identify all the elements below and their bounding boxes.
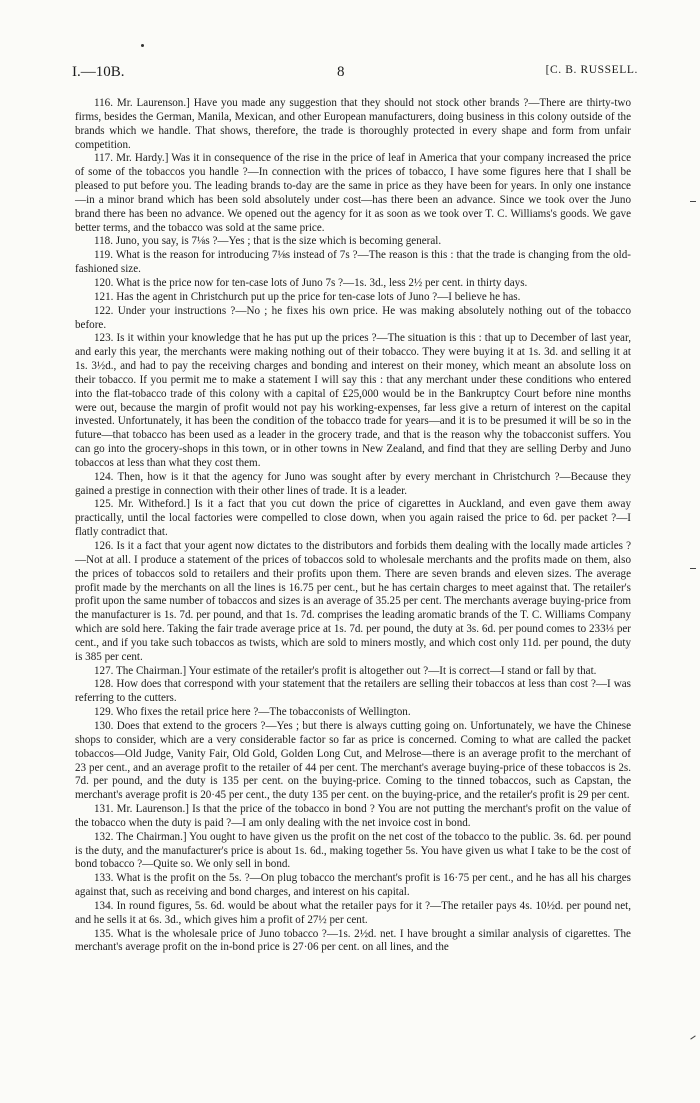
document-body — [75, 97, 631, 955]
paragraph: 126. Is it a fact that your agent now dictates to the distributors and forbids them dealing with the locally made articles ?—Not at all. I produce a statement of the prices of tobaccos sold to wholesale merchants and the profits made on them, also the prices of tobaccos sold to retailers and their profits upon them. There are seven brands and eleven sizes. The average profit made by the merchants on all the lines is 16.75 per cent., but he has certain charges to meet against that. The retailer's profit upon the same number of tobaccos and sizes is an average of 35.25 per cent. The merchants average buying-price from the manufacturer is 1s. 7d. per pound, and that 1s. 7d. comprises the leading aromatic brands of the T. C. Williams Company which are sold here. Taking the fair trade average price at 1s. 7d. per pound, the duty at 3s. 6d. per pound comes to 233⅓ per cent., and if you take such tobaccos as twists, which are sold to miners mostly, and which cost only 11d. per pound, the duty is 385 per cent. — [75, 540, 631, 663]
ink-speck — [141, 44, 144, 47]
paragraph: 117. Mr. Hardy.] Was it in consequence of the rise in the price of leaf in America that your company increased the price of some of the tobaccos you handle ?—In connection with the prices of tobacco, I have some figures here that I shall be pleased to put before you. The leading brands to-day are the same in price as they have been for years. In only one instance—in a minor brand which has been sold absolutely under cost—has there been an advance. Since we took over the Juno brand there has been no advance. We opened out the agency for it as soon as we took over T. C. Williams's goods. We gave better terms, and the tobacco was sold at the same price. — [75, 152, 631, 234]
margin-mark — [690, 1035, 695, 1039]
paragraph: 123. Is it within your knowledge that he has put up the prices ?—The situation is this : that up to December of last year, and early this year, the merchants were making nothing out of their tobacco. They were buying it at 1s. 3d. and selling it at 1s. 3½d., and had to pay the receiving charges and bonding and interest on their money, which meant an absolute loss on their tobacco. If you permit me to make a statement I will say this : that any merchant under these conditions who entered into the flat-tobacco trade of this colony with a capital of £25,000 would be in the Bankruptcy Court before nine months were out, because the margin of profit would not pay his working-expenses, far less give a return of interest on the capital invested. Unfortunately, it has been the condition of the tobacco trade for years—and it is to be presumed it will be so in the future—that tobacco has been used as a leader in the grocery trade, and that is the reason why the tobacconist suffers. You can go into the grocery-shops in this town, or in other towns in New Zealand, and find that they are selling Derby and Juno tobaccos at less than what they cost them. — [75, 332, 631, 469]
paragraph: 116. Mr. Laurenson.] Have you made any suggestion that they should not stock other brands ?—There are thirty-two firms, besides the German, Manila, Mexican, and other European manufacturers, doing business in this colony outside of the brands which we handle. That shows, therefore, the trade is thoroughly protected in every shape and form from unfair competition. — [75, 97, 631, 151]
witness-name: [C. B. RUSSELL. — [545, 64, 638, 76]
paragraph: 125. Mr. Witheford.] Is it a fact that you cut down the price of cigarettes in Auckland, and even gave them away practically, until the local factories were compelled to close down, when you again raised the price to 6d. per packet ?—I flatly contradict that. — [75, 498, 631, 539]
paragraph: 129. Who fixes the retail price here ?—The tobacconists of Wellington. — [94, 706, 411, 719]
paragraph: 124. Then, how is it that the agency for Juno was sought after by every merchant in Christchurch ?—Because they gained a prestige in connection with their other lines of trade. It is a leader. — [75, 470, 631, 497]
paragraph: 130. Does that extend to the grocers ?—Yes ; but there is always cutting going on. Unfortunately, we have the Chinese shops to consider, which are a very considerable factor so far as price is concerned. Coming to what are called the packet tobaccos—Old Judge, Vanity Fair, Old Gold, Golden Long Cut, and Melrose—there is an average profit to the merchant of 23 per cent., and an average profit to the retailer of 44 per cent. The merchant's average buying-price of these tobaccos is 2s. 7d. per pound, and the duty is 135 per cent. on the buying-price. Coming to the tinned tobaccos, such as Capstan, the merchant's average profit is 20·45 per cent., the duty 135 per cent. on the buying-price, and the retailer's profit is 29 per cent. — [75, 719, 631, 802]
paragraph: 120. What is the price now for ten-case lots of Juno 7s ?—1s. 3d., less 2½ per cent. in thirty days. — [94, 276, 528, 289]
paragraph: 127. The Chairman.] Your estimate of the retailer's profit is altogether out ?—It is correct—I stand or fall by that. — [94, 664, 597, 677]
paragraph: 118. Juno, you say, is 7⅛s ?—Yes ; that is the size which is becoming general. — [94, 235, 442, 248]
margin-mark — [690, 568, 696, 569]
margin-mark — [690, 201, 696, 202]
paragraph: 134. In round figures, 5s. 6d. would be about what the retailer pays for it ?—The retailer pays 4s. 10½d. per pound net, and he sells it at 6s. 3d., which gives him a profit of 27½ per cent. — [75, 899, 631, 926]
paragraph: 128. How does that correspond with your statement that the retailers are selling their tobaccos at less than cost ?—I was referring to the cutters. — [75, 678, 631, 705]
paragraph: 132. The Chairman.] You ought to have given us the profit on the net cost of the tobacco to the public. 3s. 6d. per pound is the duty, and the manufacturer's price is about 1s. 6d., making together 5s. You have given us what I take to be the cost of bond tobacco ?—Quite so. We only sell in bond. — [75, 830, 631, 871]
paper-reference: I.—10B. — [72, 64, 125, 80]
paragraph: 135. What is the wholesale price of Juno tobacco ?—1s. 2½d. net. I have brought a similar analysis of cigarettes. The merchant's average profit on the in-bond price is 27·06 per cent. on all lines, and the — [75, 927, 631, 954]
paragraph: 122. Under your instructions ?—No ; he fixes his own price. He was making absolutely nothing out of the tobacco before. — [75, 304, 631, 331]
paragraph: 133. What is the profit on the 5s. ?—On plug tobacco the merchant's profit is 16·75 per cent., and he has all his charges against that, such as receiving and bond charges, and interest on his capital. — [75, 872, 631, 899]
page-number: 8 — [337, 64, 345, 80]
paragraph: 121. Has the agent in Christchurch put up the price for ten-case lots of Juno ?—I believe he has. — [94, 290, 521, 303]
paragraph: 119. What is the reason for introducing 7⅛s instead of 7s ?—The reason is this : that the trade is changing from the old-fashioned size. — [75, 249, 631, 276]
paragraph: 131. Mr. Laurenson.] Is that the price of the tobacco in bond ? You are not putting the merchant's profit on the value of the tobacco when the duty is paid ?—I am only dealing with the net invoice cost in bond. — [75, 803, 631, 829]
page-header — [72, 64, 638, 82]
